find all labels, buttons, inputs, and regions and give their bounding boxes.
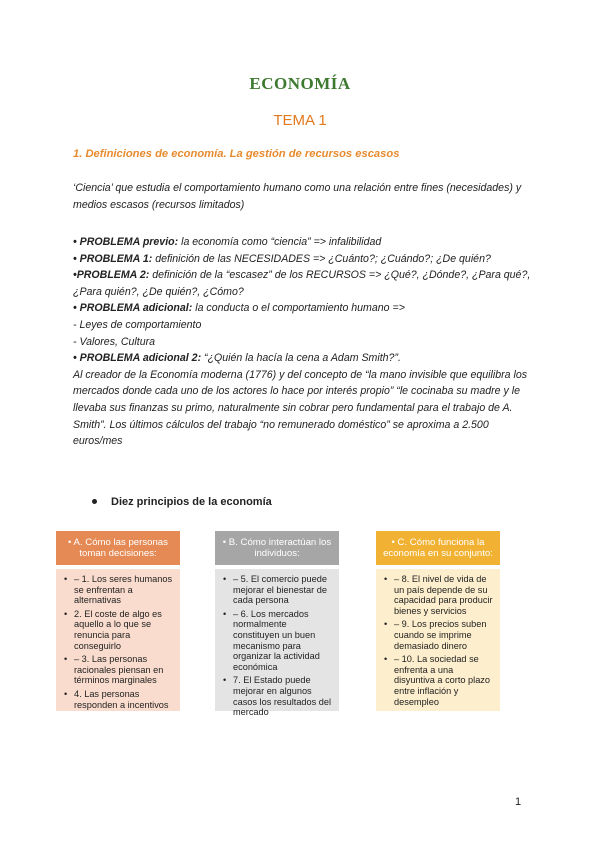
problem-adicional — [73, 300, 533, 317]
principle-item: • – 9. Los precios suben cuando se imprime demasiado dinero — [382, 619, 494, 651]
problem-1 — [73, 251, 533, 268]
principle-item: • – 1. Los seres humanos se enfrentan a alternativas — [62, 574, 174, 606]
principles-column-b — [215, 531, 339, 718]
problem-text: definición de la “escasez” de los RECURSOS => ¿Qué?, ¿Dónde?, ¿Para qué?, ¿Para quién?, ¿De quién?, ¿Cómo? — [73, 269, 531, 298]
problem-label: • PROBLEMA adicional: — [73, 302, 193, 315]
problem-label: • PROBLEMA previo: — [73, 236, 179, 248]
problem-2 — [73, 267, 533, 300]
bullet-icon — [92, 499, 97, 504]
section-heading: 1. Definiciones de economía. La gestión de recursos escasos — [73, 148, 400, 160]
column-header: • B. Cómo interactúan los individuos: — [215, 531, 339, 565]
problem-label: • PROBLEMA adicional 2: — [73, 352, 202, 365]
principle-item: • 7. El Estado puede mejorar en algunos casos los resultados del mercado — [221, 675, 333, 717]
column-body — [215, 569, 339, 718]
principle-item: • – 5. El comercio puede mejorar el bienestar de cada persona — [221, 574, 333, 606]
sub-item: - Leyes de comportamiento — [73, 318, 202, 331]
principles-column-c — [376, 531, 500, 711]
principles-column-a — [56, 531, 180, 711]
principles-heading — [92, 496, 272, 508]
principle-item: • 2. El coste de algo es aquello a lo que se renuncia para conseguirlo — [62, 609, 174, 651]
column-body — [56, 569, 180, 711]
column-header: • C. Cómo funciona la economía en su conjunto: — [376, 531, 500, 565]
column-body — [376, 569, 500, 711]
intro-paragraph: ‘Ciencia’ que estudia el comportamiento humano como una relación entre fines (necesidades) y medios escasos (recursos limitados) — [73, 182, 522, 211]
problem-text: definición de las NECESIDADES => ¿Cuánto?; ¿Cuándo?; ¿De quién? — [152, 252, 491, 265]
problem-text: la conducta o el comportamiento humano => — [192, 302, 405, 315]
problems-list — [73, 234, 533, 450]
sub-item: - Valores, Cultura — [73, 335, 156, 348]
problem-label: •PROBLEMA 2: — [73, 269, 150, 282]
problem-text: la economía como “ciencia” => infalibilidad — [178, 236, 382, 248]
column-header: • A. Cómo las personas toman decisiones: — [56, 531, 180, 565]
principle-item: • – 6. Los mercados normalmente constituyen un buen mecanismo para organizar la actividad económica — [221, 609, 333, 673]
problem-label: • PROBLEMA 1: — [73, 252, 153, 265]
problem-text: “¿Quién la hacía la cena a Adam Smith?”. — [201, 352, 401, 365]
principles-heading-text: Diez principios de la economía — [111, 496, 272, 508]
problem-adicional-2 — [73, 350, 533, 367]
problem-previo — [73, 234, 533, 251]
page-number: 1 — [515, 796, 522, 808]
principle-item: • – 10. La sociedad se enfrenta a una disyuntiva a corto plazo entre inflación y desempleo — [382, 654, 494, 707]
document-subtitle: TEMA 1 — [273, 112, 327, 129]
principle-item: • 4. Las personas responden a incentivos — [62, 689, 174, 710]
document-title: ECONOMÍA — [249, 74, 351, 93]
closing-paragraph: Al creador de la Economía moderna (1776) y del concepto de “la mano invisible que equilibra los mercados donde cada uno de los actores lo hace por interés propio” “le cocinaba su madre y le llevaba sus finanzas su primo, naturalmente sin cobrar pero fundamental para el trabajo de A. Smith”. Los últimos cálculos del trabajo “no remunerado doméstico” se aproxima a 2.500 euros/mes — [73, 368, 528, 448]
principle-item: • – 8. El nivel de vida de un país depende de su capacidad para producir bienes y servicios — [382, 574, 494, 616]
principle-item: • – 3. Las personas racionales piensan en términos marginales — [62, 654, 174, 686]
